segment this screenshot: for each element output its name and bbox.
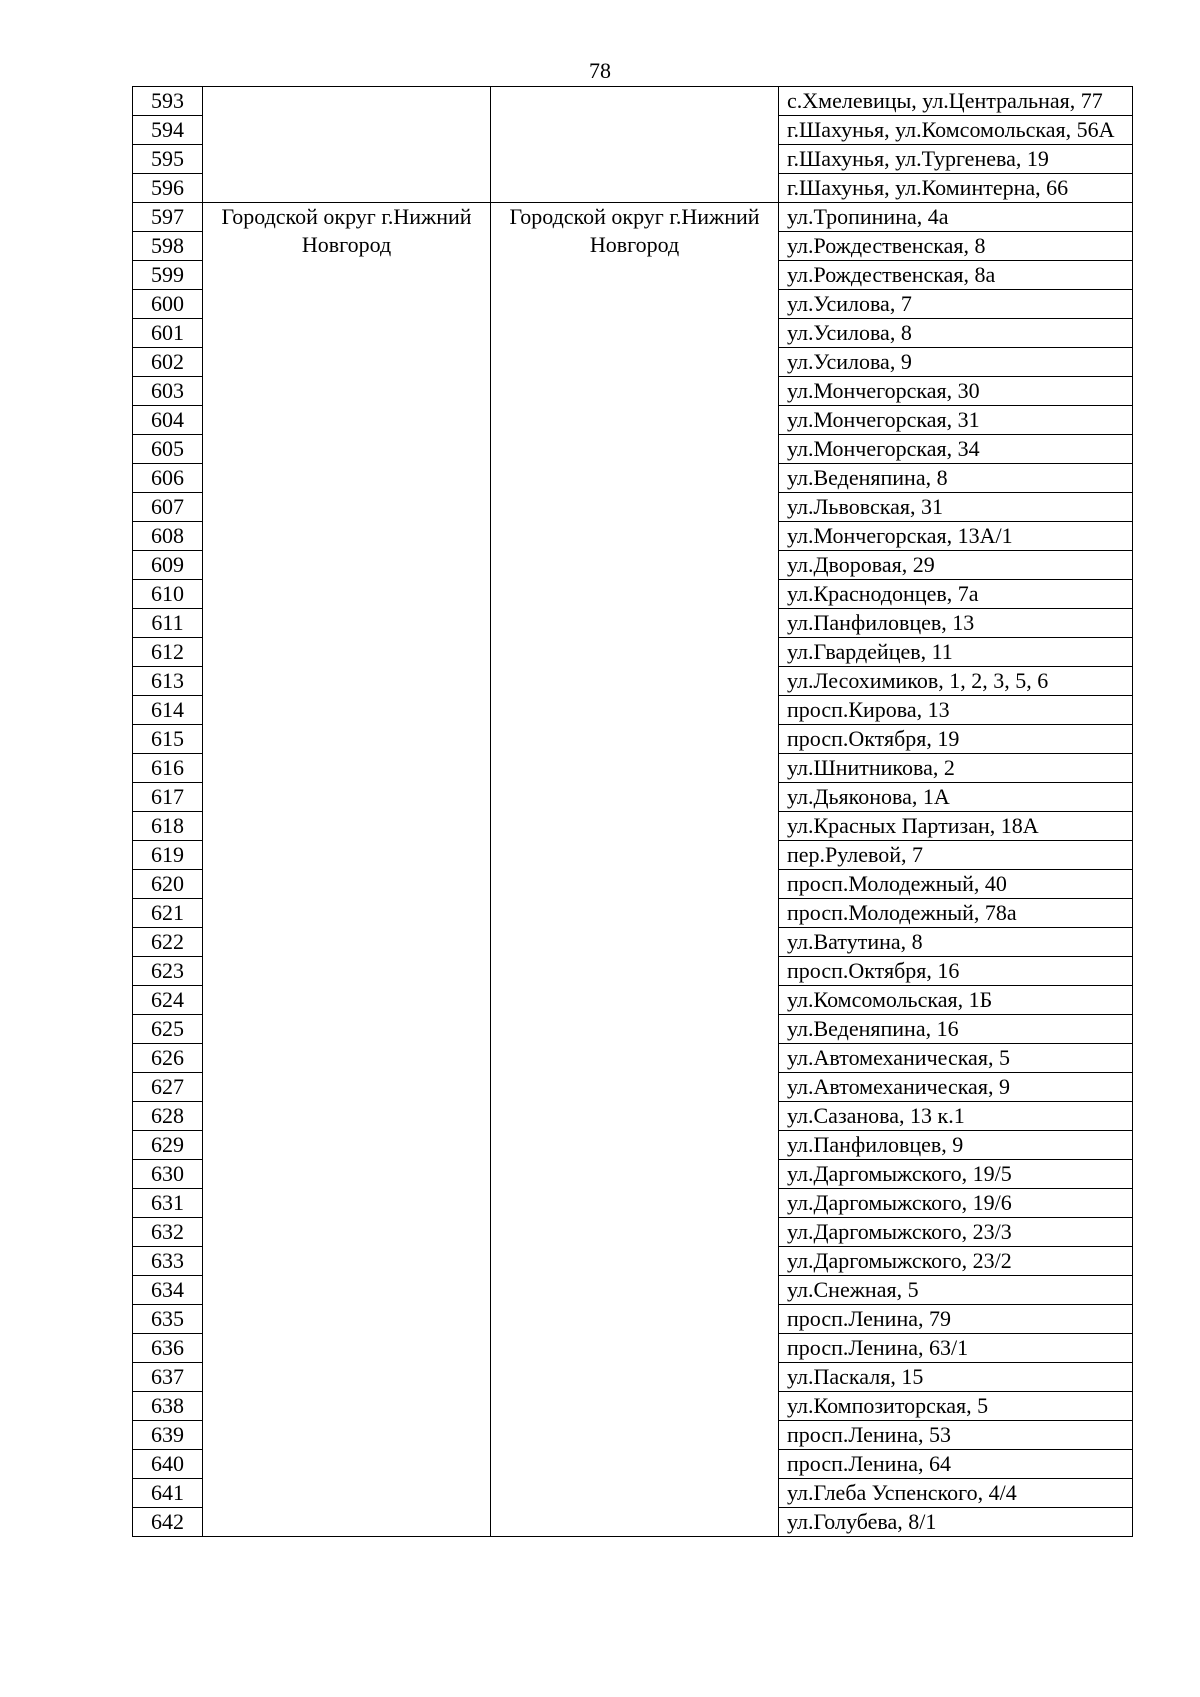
address-cell: ул.Автомеханическая, 5 bbox=[779, 1044, 1133, 1073]
address-cell: просп.Молодежный, 78а bbox=[779, 899, 1133, 928]
row-number: 602 bbox=[133, 348, 203, 377]
address-cell: просп.Октября, 16 bbox=[779, 957, 1133, 986]
row-number: 600 bbox=[133, 290, 203, 319]
address-cell: ул.Панфиловцев, 13 bbox=[779, 609, 1133, 638]
municipality-cell: Городской округ г.Нижний Новгород bbox=[491, 203, 779, 1537]
row-number: 619 bbox=[133, 841, 203, 870]
row-number: 599 bbox=[133, 261, 203, 290]
row-number: 607 bbox=[133, 493, 203, 522]
address-cell: ул.Краснодонцев, 7а bbox=[779, 580, 1133, 609]
address-cell: ул.Автомеханическая, 9 bbox=[779, 1073, 1133, 1102]
address-cell: просп.Ленина, 53 bbox=[779, 1421, 1133, 1450]
row-number: 623 bbox=[133, 957, 203, 986]
row-number: 615 bbox=[133, 725, 203, 754]
row-number: 594 bbox=[133, 116, 203, 145]
address-cell: ул.Даргомыжского, 23/3 bbox=[779, 1218, 1133, 1247]
address-cell: ул.Панфиловцев, 9 bbox=[779, 1131, 1133, 1160]
address-cell: ул.Мончегорская, 34 bbox=[779, 435, 1133, 464]
row-number: 612 bbox=[133, 638, 203, 667]
address-cell: просп.Октября, 19 bbox=[779, 725, 1133, 754]
address-cell: ул.Комсомольская, 1Б bbox=[779, 986, 1133, 1015]
address-cell: ул.Усилова, 7 bbox=[779, 290, 1133, 319]
row-number: 622 bbox=[133, 928, 203, 957]
address-cell: г.Шахунья, ул.Коминтерна, 66 bbox=[779, 174, 1133, 203]
row-number: 611 bbox=[133, 609, 203, 638]
row-number: 604 bbox=[133, 406, 203, 435]
address-cell: ул.Даргомыжского, 23/2 bbox=[779, 1247, 1133, 1276]
address-cell: ул.Ватутина, 8 bbox=[779, 928, 1133, 957]
row-number: 614 bbox=[133, 696, 203, 725]
address-cell: ул.Гвардейцев, 11 bbox=[779, 638, 1133, 667]
address-cell: ул.Шнитникова, 2 bbox=[779, 754, 1133, 783]
row-number: 609 bbox=[133, 551, 203, 580]
row-number: 640 bbox=[133, 1450, 203, 1479]
row-number: 635 bbox=[133, 1305, 203, 1334]
address-cell: с.Хмелевицы, ул.Центральная, 77 bbox=[779, 87, 1133, 116]
row-number: 639 bbox=[133, 1421, 203, 1450]
row-number: 642 bbox=[133, 1508, 203, 1537]
row-number: 641 bbox=[133, 1479, 203, 1508]
row-number: 620 bbox=[133, 870, 203, 899]
address-cell: ул.Голубева, 8/1 bbox=[779, 1508, 1133, 1537]
row-number: 613 bbox=[133, 667, 203, 696]
address-cell: г.Шахунья, ул.Тургенева, 19 bbox=[779, 145, 1133, 174]
row-number: 598 bbox=[133, 232, 203, 261]
address-cell: ул.Дьяконова, 1А bbox=[779, 783, 1133, 812]
address-cell: ул.Мончегорская, 13А/1 bbox=[779, 522, 1133, 551]
region-cell: Городской округ г.Нижний Новгород bbox=[203, 203, 491, 1537]
address-cell: г.Шахунья, ул.Комсомольская, 56А bbox=[779, 116, 1133, 145]
row-number: 596 bbox=[133, 174, 203, 203]
row-number: 603 bbox=[133, 377, 203, 406]
row-number: 595 bbox=[133, 145, 203, 174]
row-number: 630 bbox=[133, 1160, 203, 1189]
row-number: 625 bbox=[133, 1015, 203, 1044]
address-cell: ул.Красных Партизан, 18А bbox=[779, 812, 1133, 841]
row-number: 626 bbox=[133, 1044, 203, 1073]
address-cell: просп.Молодежный, 40 bbox=[779, 870, 1133, 899]
address-cell: ул.Веденяпина, 16 bbox=[779, 1015, 1133, 1044]
address-cell: ул.Усилова, 8 bbox=[779, 319, 1133, 348]
address-cell: просп.Ленина, 64 bbox=[779, 1450, 1133, 1479]
address-cell: ул.Сазанова, 13 к.1 bbox=[779, 1102, 1133, 1131]
row-number: 631 bbox=[133, 1189, 203, 1218]
row-number: 636 bbox=[133, 1334, 203, 1363]
address-cell: ул.Лесохимиков, 1, 2, 3, 5, 6 bbox=[779, 667, 1133, 696]
row-number: 618 bbox=[133, 812, 203, 841]
municipality-cell-empty bbox=[491, 87, 779, 203]
address-cell: ул.Глеба Успенского, 4/4 bbox=[779, 1479, 1133, 1508]
row-number: 605 bbox=[133, 435, 203, 464]
address-cell: просп.Ленина, 63/1 bbox=[779, 1334, 1133, 1363]
region-cell-empty bbox=[203, 87, 491, 203]
row-number: 621 bbox=[133, 899, 203, 928]
row-number: 629 bbox=[133, 1131, 203, 1160]
row-number: 597 bbox=[133, 203, 203, 232]
address-cell: ул.Мончегорская, 30 bbox=[779, 377, 1133, 406]
row-number: 632 bbox=[133, 1218, 203, 1247]
address-cell: ул.Тропинина, 4а bbox=[779, 203, 1133, 232]
address-cell: ул.Усилова, 9 bbox=[779, 348, 1133, 377]
row-number: 608 bbox=[133, 522, 203, 551]
address-cell: ул.Рождественская, 8 bbox=[779, 232, 1133, 261]
address-cell: ул.Композиторская, 5 bbox=[779, 1392, 1133, 1421]
address-cell: пер.Рулевой, 7 bbox=[779, 841, 1133, 870]
row-number: 627 bbox=[133, 1073, 203, 1102]
address-cell: ул.Паскаля, 15 bbox=[779, 1363, 1133, 1392]
address-cell: ул.Веденяпина, 8 bbox=[779, 464, 1133, 493]
address-cell: ул.Даргомыжского, 19/6 bbox=[779, 1189, 1133, 1218]
page-number: 78 bbox=[589, 58, 611, 83]
row-number: 637 bbox=[133, 1363, 203, 1392]
row-number: 606 bbox=[133, 464, 203, 493]
address-cell: просп.Ленина, 79 bbox=[779, 1305, 1133, 1334]
address-cell: ул.Мончегорская, 31 bbox=[779, 406, 1133, 435]
row-number: 610 bbox=[133, 580, 203, 609]
address-cell: ул.Даргомыжского, 19/5 bbox=[779, 1160, 1133, 1189]
row-number: 616 bbox=[133, 754, 203, 783]
address-cell: просп.Кирова, 13 bbox=[779, 696, 1133, 725]
row-number: 638 bbox=[133, 1392, 203, 1421]
row-number: 634 bbox=[133, 1276, 203, 1305]
row-number: 617 bbox=[133, 783, 203, 812]
row-number: 628 bbox=[133, 1102, 203, 1131]
row-number: 633 bbox=[133, 1247, 203, 1276]
address-cell: ул.Дворовая, 29 bbox=[779, 551, 1133, 580]
address-table bbox=[132, 86, 1133, 1537]
row-number: 601 bbox=[133, 319, 203, 348]
address-cell: ул.Львовская, 31 bbox=[779, 493, 1133, 522]
table-row bbox=[133, 203, 1133, 232]
address-cell: ул.Снежная, 5 bbox=[779, 1276, 1133, 1305]
row-number: 624 bbox=[133, 986, 203, 1015]
address-cell: ул.Рождественская, 8а bbox=[779, 261, 1133, 290]
table-row bbox=[133, 87, 1133, 116]
row-number: 593 bbox=[133, 87, 203, 116]
